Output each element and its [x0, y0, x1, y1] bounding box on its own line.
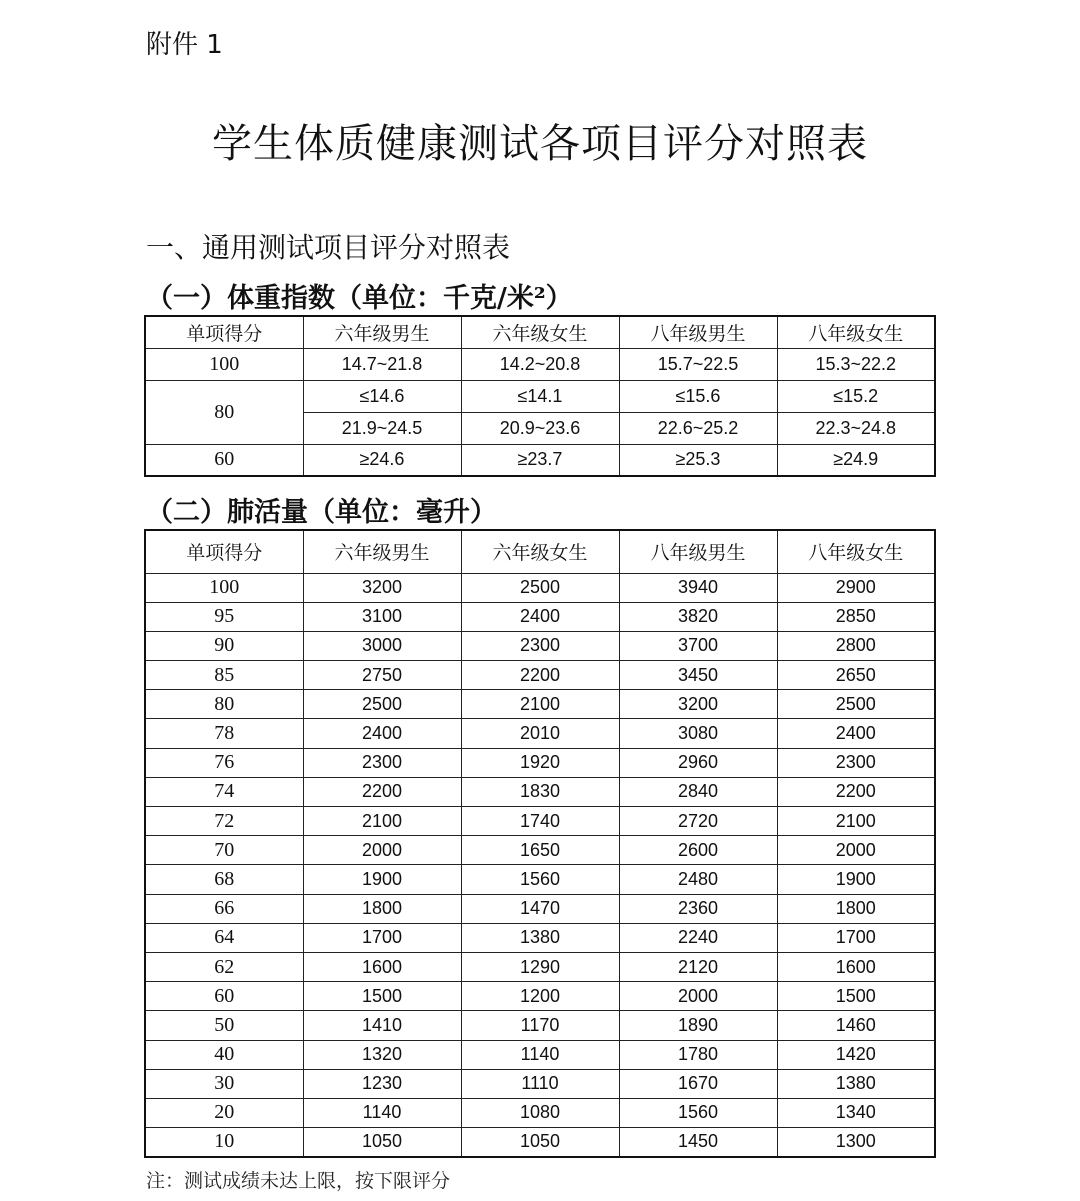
table-row: [145, 1128, 935, 1157]
header-cell: 八年级女生: [777, 316, 935, 348]
value-cell: 15.3~22.2: [777, 348, 935, 380]
value-cell: ≥25.3: [619, 444, 777, 476]
score-cell: 100: [145, 348, 303, 380]
value-cell: 1900: [777, 865, 935, 894]
value-cell: 2240: [619, 923, 777, 952]
value-cell: 1340: [777, 1098, 935, 1127]
table-row: [145, 631, 935, 660]
value-cell: 2600: [619, 836, 777, 865]
score-cell: 80: [145, 380, 303, 444]
value-cell: 2200: [777, 777, 935, 806]
value-cell: 1420: [777, 1040, 935, 1069]
value-cell: 3000: [303, 631, 461, 660]
value-cell: 1890: [619, 1011, 777, 1040]
value-cell: 1110: [461, 1069, 619, 1098]
header-cell: 六年级男生: [303, 316, 461, 348]
value-cell: 2100: [461, 690, 619, 719]
header-cell: 单项得分: [145, 530, 303, 573]
value-cell: 1800: [777, 894, 935, 923]
bmi-table: [144, 315, 936, 477]
value-cell: 1600: [303, 952, 461, 981]
value-cell: 2960: [619, 748, 777, 777]
table-row: [145, 1040, 935, 1069]
value-cell: 1460: [777, 1011, 935, 1040]
value-cell: 1080: [461, 1098, 619, 1127]
value-cell: ≥24.6: [303, 444, 461, 476]
table-row: [145, 348, 935, 380]
value-cell: 22.3~24.8: [777, 412, 935, 444]
value-cell: 2010: [461, 719, 619, 748]
table-row: [145, 380, 935, 412]
table-row: [145, 923, 935, 952]
score-cell: 30: [145, 1069, 303, 1098]
value-cell: 2100: [777, 807, 935, 836]
header-cell: 六年级男生: [303, 530, 461, 573]
score-cell: 100: [145, 573, 303, 602]
value-cell: 2840: [619, 777, 777, 806]
value-cell: 2400: [461, 602, 619, 631]
value-cell: 1800: [303, 894, 461, 923]
value-cell: 2400: [303, 719, 461, 748]
value-cell: 1560: [461, 865, 619, 894]
value-cell: 2000: [777, 836, 935, 865]
table-row: [145, 982, 935, 1011]
value-cell: 1290: [461, 952, 619, 981]
vital-capacity-table: [144, 529, 936, 1158]
table-row: [145, 777, 935, 806]
table-header-row: [145, 530, 935, 573]
value-cell: 2850: [777, 602, 935, 631]
score-cell: 72: [145, 807, 303, 836]
value-cell: 1300: [777, 1128, 935, 1157]
score-cell: 78: [145, 719, 303, 748]
value-cell: ≥24.9: [777, 444, 935, 476]
value-cell: ≥23.7: [461, 444, 619, 476]
header-cell: 八年级男生: [619, 316, 777, 348]
value-cell: 2360: [619, 894, 777, 923]
value-cell: 1650: [461, 836, 619, 865]
value-cell: 2750: [303, 661, 461, 690]
table-row: [145, 1069, 935, 1098]
value-cell: 1470: [461, 894, 619, 923]
table-row: [145, 573, 935, 602]
value-cell: ≤14.6: [303, 380, 461, 412]
score-cell: 64: [145, 923, 303, 952]
section-heading: 一、通用测试项目评分对照表: [146, 231, 511, 264]
value-cell: 2800: [777, 631, 935, 660]
score-cell: 10: [145, 1128, 303, 1157]
value-cell: 2300: [461, 631, 619, 660]
value-cell: 1140: [303, 1098, 461, 1127]
value-cell: 2200: [303, 777, 461, 806]
table-row: [145, 661, 935, 690]
value-cell: 22.6~25.2: [619, 412, 777, 444]
score-cell: 85: [145, 661, 303, 690]
value-cell: 1200: [461, 982, 619, 1011]
value-cell: 21.9~24.5: [303, 412, 461, 444]
value-cell: 14.2~20.8: [461, 348, 619, 380]
value-cell: 1380: [461, 923, 619, 952]
header-cell: 八年级女生: [777, 530, 935, 573]
value-cell: 2300: [777, 748, 935, 777]
score-cell: 95: [145, 602, 303, 631]
value-cell: 1900: [303, 865, 461, 894]
score-cell: 20: [145, 1098, 303, 1127]
value-cell: ≤15.2: [777, 380, 935, 412]
table-row: [145, 602, 935, 631]
score-cell: 76: [145, 748, 303, 777]
value-cell: 1920: [461, 748, 619, 777]
value-cell: 1740: [461, 807, 619, 836]
value-cell: 20.9~23.6: [461, 412, 619, 444]
value-cell: 2720: [619, 807, 777, 836]
value-cell: 1320: [303, 1040, 461, 1069]
value-cell: 1700: [777, 923, 935, 952]
value-cell: 1500: [777, 982, 935, 1011]
value-cell: 1170: [461, 1011, 619, 1040]
table-header-row: [145, 316, 935, 348]
table-row: [145, 719, 935, 748]
score-cell: 60: [145, 444, 303, 476]
value-cell: 1670: [619, 1069, 777, 1098]
table-row: [145, 894, 935, 923]
score-cell: 68: [145, 865, 303, 894]
score-cell: 50: [145, 1011, 303, 1040]
value-cell: 1500: [303, 982, 461, 1011]
value-cell: 2500: [777, 690, 935, 719]
value-cell: 1050: [303, 1128, 461, 1157]
header-cell: 六年级女生: [461, 316, 619, 348]
value-cell: 14.7~21.8: [303, 348, 461, 380]
header-cell: 八年级男生: [619, 530, 777, 573]
score-cell: 74: [145, 777, 303, 806]
value-cell: 2500: [303, 690, 461, 719]
score-cell: 60: [145, 982, 303, 1011]
value-cell: 2500: [461, 573, 619, 602]
score-cell: 40: [145, 1040, 303, 1069]
value-cell: 2000: [303, 836, 461, 865]
table-row: [145, 952, 935, 981]
value-cell: 1410: [303, 1011, 461, 1040]
value-cell: 3200: [619, 690, 777, 719]
value-cell: 3700: [619, 631, 777, 660]
value-cell: 2900: [777, 573, 935, 602]
document-title: 学生体质健康测试各项目评分对照表: [212, 121, 868, 167]
value-cell: 1830: [461, 777, 619, 806]
value-cell: 2400: [777, 719, 935, 748]
value-cell: 3200: [303, 573, 461, 602]
value-cell: 1560: [619, 1098, 777, 1127]
attachment-label: 附件 1: [146, 30, 223, 60]
value-cell: 1050: [461, 1128, 619, 1157]
value-cell: 1140: [461, 1040, 619, 1069]
header-cell: 单项得分: [145, 316, 303, 348]
value-cell: 1450: [619, 1128, 777, 1157]
value-cell: 1780: [619, 1040, 777, 1069]
table-row: [145, 1011, 935, 1040]
header-cell: 六年级女生: [461, 530, 619, 573]
value-cell: 3450: [619, 661, 777, 690]
score-cell: 90: [145, 631, 303, 660]
bmi-heading: （一）体重指数（单位：千克/米²）: [146, 283, 573, 314]
value-cell: 3080: [619, 719, 777, 748]
value-cell: 2480: [619, 865, 777, 894]
vital-capacity-heading: （二）肺活量（单位：毫升）: [146, 497, 497, 528]
score-cell: 70: [145, 836, 303, 865]
value-cell: 2300: [303, 748, 461, 777]
table-row: [145, 807, 935, 836]
value-cell: 2000: [619, 982, 777, 1011]
table-row: [145, 1098, 935, 1127]
value-cell: 2200: [461, 661, 619, 690]
score-cell: 66: [145, 894, 303, 923]
value-cell: ≤14.1: [461, 380, 619, 412]
value-cell: 2650: [777, 661, 935, 690]
score-cell: 80: [145, 690, 303, 719]
table-row: [145, 865, 935, 894]
value-cell: 3100: [303, 602, 461, 631]
value-cell: 1600: [777, 952, 935, 981]
value-cell: ≤15.6: [619, 380, 777, 412]
value-cell: 2120: [619, 952, 777, 981]
value-cell: 15.7~22.5: [619, 348, 777, 380]
value-cell: 1230: [303, 1069, 461, 1098]
value-cell: 3820: [619, 602, 777, 631]
table-row: [145, 836, 935, 865]
value-cell: 1700: [303, 923, 461, 952]
score-cell: 62: [145, 952, 303, 981]
value-cell: 1380: [777, 1069, 935, 1098]
vital-capacity-body: [145, 573, 935, 1157]
value-cell: 3940: [619, 573, 777, 602]
footnote: 注：测试成绩未达上限，按下限评分: [146, 1170, 451, 1192]
table-row: [145, 444, 935, 476]
value-cell: 2100: [303, 807, 461, 836]
table-row: [145, 690, 935, 719]
table-row: [145, 748, 935, 777]
